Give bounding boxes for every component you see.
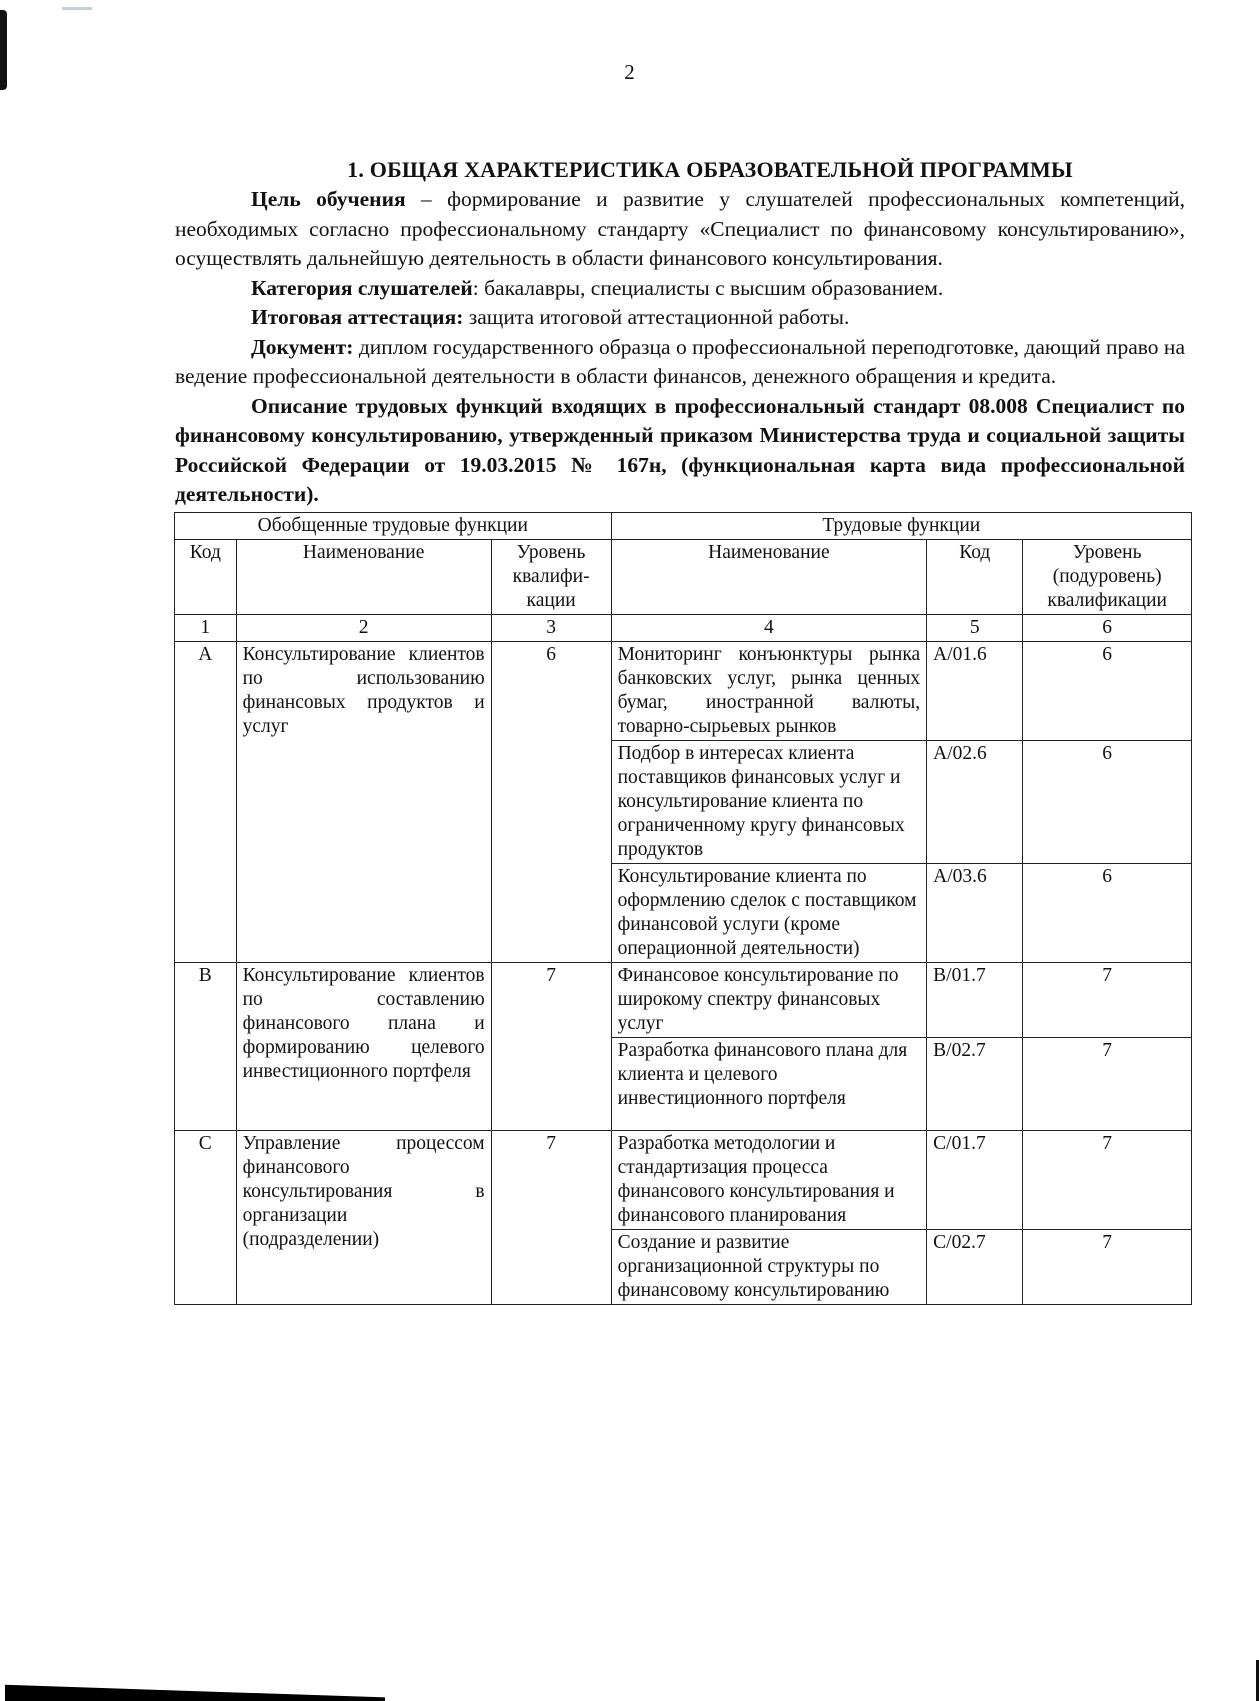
tf-name: Консультирование клиента по оформлению сделок с поставщиком финансовой услуги (кроме операционной деятельности) bbox=[611, 863, 927, 962]
group-header: Обобщенные трудовые функции bbox=[175, 512, 612, 539]
section-title: 1. ОБЩАЯ ХАРАКТЕРИСТИКА ОБРАЗОВАТЕЛЬНОЙ ПРОГРАММЫ bbox=[347, 157, 1073, 182]
goal-text: – формирование и развитие у слушателей профессиональных компетенций, необходимых согласно профессиональному стандарту «Специалист по финансовому консультированию», осуществлять дальнейшую деятельность в области финансового консультирования. bbox=[175, 187, 1185, 270]
column-number: 6 bbox=[1023, 614, 1192, 641]
functional-map-table bbox=[174, 512, 1192, 1305]
tf-name: Разработка методологии и стандартизация процесса финансового консультирования и финансового планирования bbox=[611, 1130, 927, 1229]
column-header: Код bbox=[175, 539, 237, 614]
page-number: 2 bbox=[624, 60, 635, 84]
column-header: Наименование bbox=[236, 539, 491, 614]
tf-level: 7 bbox=[1023, 1130, 1192, 1229]
category-text: : бакалавры, специалисты с высшим образованием. bbox=[472, 275, 944, 300]
attestation-text: защита итоговой аттестационной работы. bbox=[463, 305, 850, 329]
column-header: Наименование bbox=[611, 539, 927, 614]
scan-smudge-artifact bbox=[62, 7, 92, 10]
category-label: Категория слушателей bbox=[251, 275, 473, 300]
scan-edge-artifact-bottom bbox=[5, 1683, 385, 1701]
category-paragraph bbox=[175, 274, 1185, 304]
tf-name: Подбор в интересах клиента поставщиков финансовых услуг и консультирование клиента по ограниченному кругу финансовых продуктов bbox=[611, 740, 927, 863]
column-number: 5 bbox=[927, 614, 1023, 641]
otf-code: B bbox=[175, 962, 237, 1130]
tf-level: 6 bbox=[1023, 740, 1192, 863]
tf-name: Финансовое консультирование по широкому спектру финансовых услуг bbox=[611, 962, 927, 1037]
document-body bbox=[175, 155, 1185, 1305]
tf-code: A/01.6 bbox=[927, 641, 1023, 740]
tf-level: 7 bbox=[1023, 1229, 1192, 1304]
otf-level: 6 bbox=[491, 641, 611, 962]
column-header: Уровень квалифи-кации bbox=[491, 539, 611, 614]
column-number: 3 bbox=[491, 614, 611, 641]
column-header: Код bbox=[927, 539, 1023, 614]
tf-code: C/01.7 bbox=[927, 1130, 1023, 1229]
otf-name: Консультирование клиентов по составлению финансового плана и формированию целевого инвестиционного портфеля bbox=[236, 962, 491, 1130]
tf-name: Разработка финансового плана для клиента и целевого инвестиционного портфеля bbox=[611, 1037, 927, 1130]
document-paragraph bbox=[175, 333, 1185, 392]
column-number: 1 bbox=[175, 614, 237, 641]
otf-code: C bbox=[175, 1130, 237, 1304]
attestation-paragraph bbox=[175, 303, 1185, 333]
document-label: Документ: bbox=[251, 334, 354, 359]
tf-level: 6 bbox=[1023, 641, 1192, 740]
table-row bbox=[175, 641, 1192, 740]
group-header: Трудовые функции bbox=[611, 512, 1191, 539]
header-row bbox=[175, 539, 1192, 614]
tf-level: 7 bbox=[1023, 962, 1192, 1037]
document-text: диплом государственного образца о профессиональной переподготовке, дающий право на ведение профессиональной деятельности в области финансов, денежного обращения и кредита. bbox=[175, 334, 1185, 388]
tf-level: 6 bbox=[1023, 863, 1192, 962]
group-header-row bbox=[175, 512, 1192, 539]
tf-name: Создание и развитие организационной структуры по финансовому консультированию bbox=[611, 1229, 927, 1304]
otf-level: 7 bbox=[491, 1130, 611, 1304]
tf-code: A/02.6 bbox=[927, 740, 1023, 863]
tf-code: A/03.6 bbox=[927, 863, 1023, 962]
column-number: 4 bbox=[611, 614, 927, 641]
tf-name: Мониторинг конъюнктуры рынка банковских услуг, рынка ценных бумаг, иностранной валюты, товарно-сырьевых рынков bbox=[611, 641, 927, 740]
attestation-label: Итоговая аттестация: bbox=[251, 305, 464, 329]
goal-paragraph bbox=[175, 185, 1185, 274]
column-header: Уровень (подуровень) квалификации bbox=[1023, 539, 1192, 614]
otf-name: Консультирование клиентов по использованию финансовых продуктов и услуг bbox=[236, 641, 491, 962]
otf-name: Управление процессом финансового консультирования в организации (подразделении) bbox=[236, 1130, 491, 1304]
otf-code: A bbox=[175, 641, 237, 962]
tf-code: B/02.7 bbox=[927, 1037, 1023, 1130]
goal-label: Цель обучения bbox=[251, 187, 406, 211]
table-row bbox=[175, 1130, 1192, 1229]
column-number: 2 bbox=[236, 614, 491, 641]
tf-code: B/01.7 bbox=[927, 962, 1023, 1037]
table-row bbox=[175, 962, 1192, 1037]
tf-level: 7 bbox=[1023, 1037, 1192, 1130]
column-number-row bbox=[175, 614, 1192, 641]
otf-level: 7 bbox=[491, 962, 611, 1130]
tf-code: C/02.7 bbox=[927, 1229, 1023, 1304]
functions-description: Описание трудовых функций входящих в профессиональный стандарт 08.008 Специалист по финансовому консультированию, утвержденный приказом Министерства труда и социальной защиты Российской Федерации от 19.03.2015 № 167н, (функциональная карта вида профессиональной деятельности). bbox=[175, 393, 1185, 506]
